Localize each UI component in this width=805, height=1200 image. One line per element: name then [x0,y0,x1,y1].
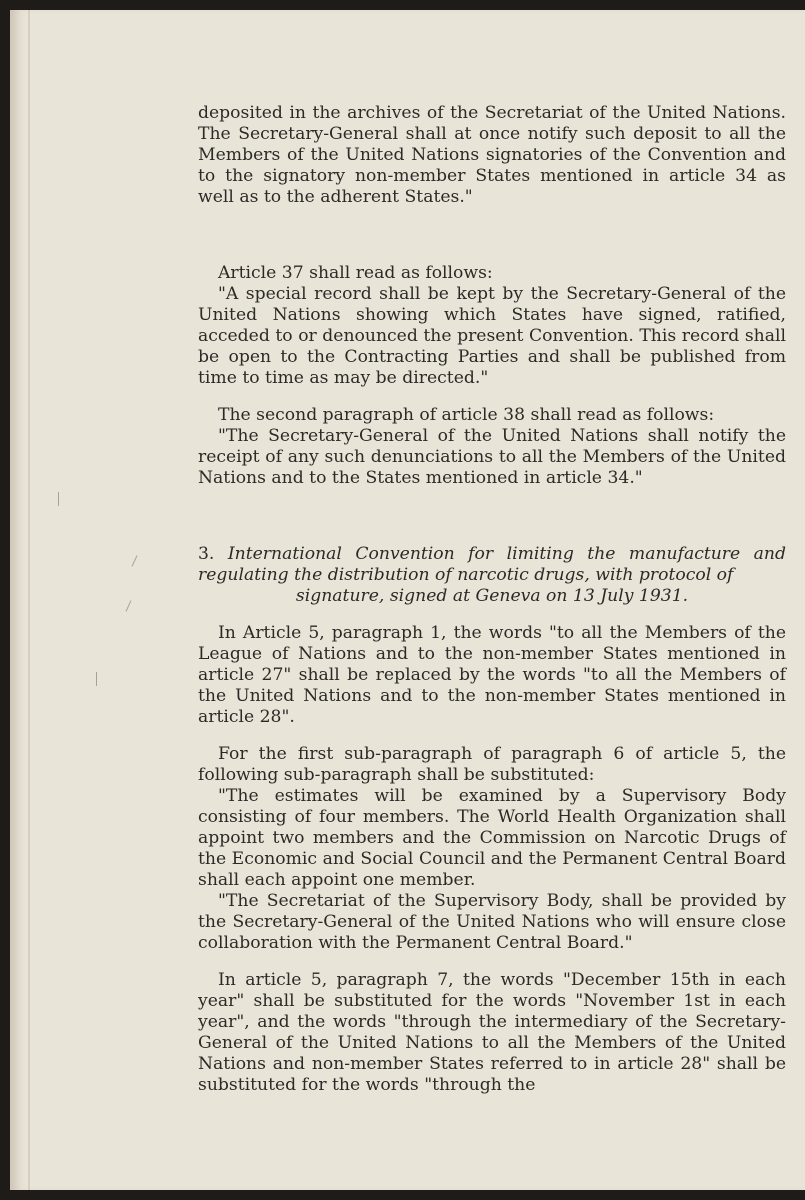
margin-mark [96,672,97,686]
section-heading [198,544,786,586]
section-title-last: signature, signed at Geneva on 13 July 1931. [295,586,689,606]
paragraph-8: "The estimates will be examined by a Supervisory Body consisting of four members. The World Health Organization shall appoint two members and the Commission on Narcotic Drugs of the Economic and Social Council and the Permanent Central Board shall each appoint one member. [198,786,786,890]
page-fold-edge [28,10,30,1190]
paragraph-1: deposited in the archives of the Secretariat of the United Nations. The Secretary-General shall at once notify such deposit to all the Members of the United Nations signatories of the Convention and to the signatory non-member States mentioned in article 34 as well as to the adherent States." [198,103,786,207]
paragraph-2: Article 37 shall read as follows: [218,263,493,283]
paragraph-5: "The Secretary-General of the United Nations shall notify the receipt of any such denunciations to all the Members of the United Nations and to the States mentioned in article 34." [198,426,786,488]
document-body [198,103,786,1096]
margin-mark [58,492,59,506]
paragraph-7: For the first sub-paragraph of paragraph 6 of article 5, the following sub-paragraph shall be substituted: [198,744,786,785]
paragraph-6: In Article 5, paragraph 1, the words "to all the Members of the League of Nations and to the non-member States mentioned in article 27" shall be replaced by the words "to all the Members of the United Nations and to the non-member States mentioned in article 28". [198,623,786,727]
paragraph-3: "A special record shall be kept by the Secretary-General of the United Nations showing which States have signed, ratified, acceded to or denounced the present Convention. This record shall be open to the Contracting Parties and shall be published from time to time as may be directed." [198,284,786,388]
paragraph-10: In article 5, paragraph 7, the words "December 15th in each year" shall be substituted for the words "November 1st in each year", and the words "through the intermediary of the Secretary-General of the United Nations to all the Members of the United Nations and non-member States referred to in article 28" shall be substituted for the words "through the [198,970,786,1095]
paragraph-9: "The Secretariat of the Supervisory Body, shall be provided by the Secretary-General of the United Nations who will ensure close collaboration with the Permanent Central Board." [198,891,786,953]
section-title-main: International Convention for limiting the manufacture and regulating the distribution of narcotic drugs, with protocol of [198,544,786,585]
section-number: 3. [198,544,215,564]
paragraph-4: The second paragraph of article 38 shall read as follows: [218,405,715,425]
